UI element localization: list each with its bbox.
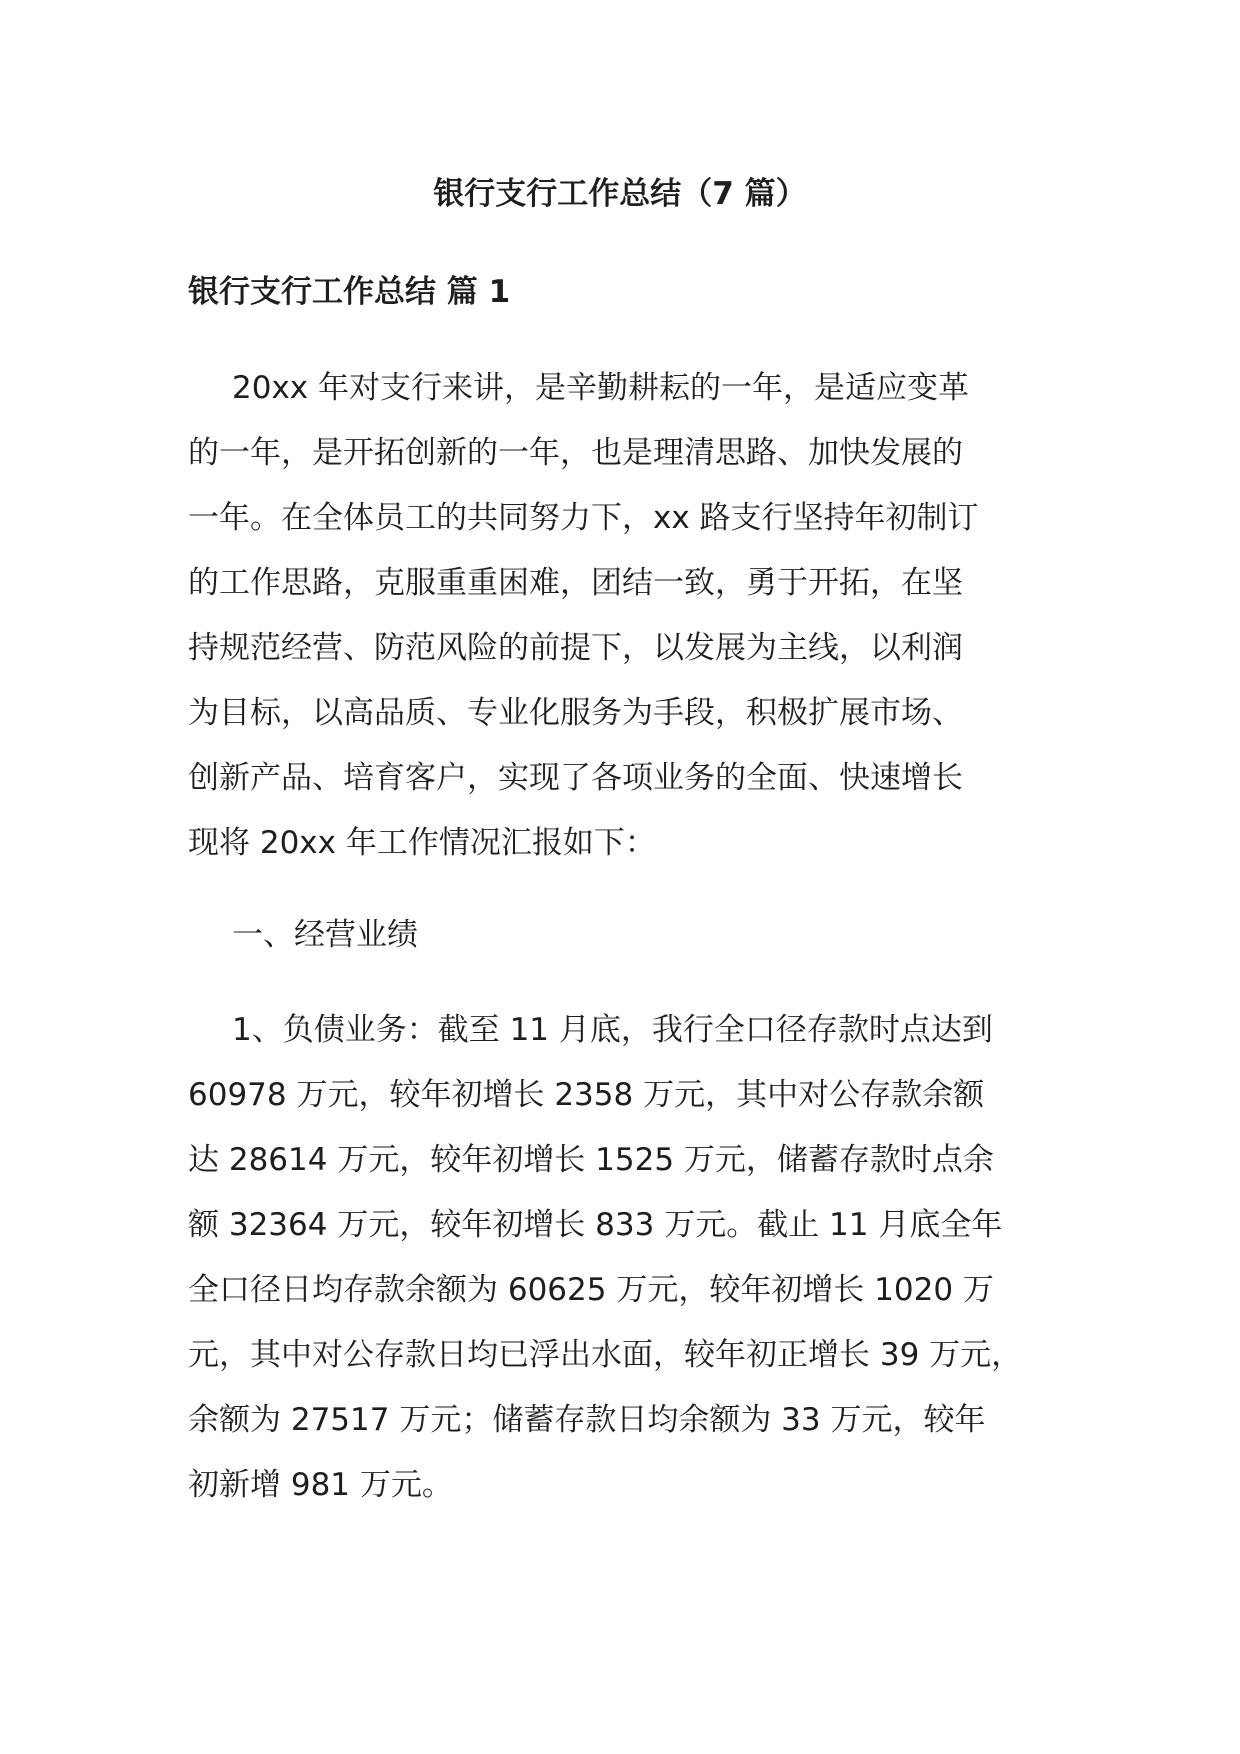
paragraph-line: 一年。在全体员工的共同努力下，xx 路支行坚持年初制订 (188, 500, 979, 536)
subsection-heading-text: 一、经营业绩 (232, 917, 418, 953)
paragraph-line: 20xx 年对支行来讲，是辛勤耕耘的一年，是适应变革 (232, 370, 969, 406)
paragraph-line: 创新产品、培育客户，实现了各项业务的全面、快速增长 (188, 760, 963, 796)
paragraph-line: 60978 万元，较年初增长 2358 万元，其中对公存款余额 (188, 1077, 985, 1113)
paragraph-line: 初新增 981 万元。 (188, 1467, 453, 1503)
paragraph-line: 持规范经营、防范风险的前提下，以发展为主线，以利润 (188, 630, 963, 666)
paragraph-line: 的工作思路，克服重重困难，团结一致，勇于开拓，在坚 (188, 565, 963, 601)
paragraph-line: 现将 20xx 年工作情况汇报如下： (188, 825, 656, 861)
paragraph-liability-business (188, 998, 1068, 1518)
paragraph-intro (188, 356, 1068, 876)
section-heading: 银行支行工作总结 篇 1 (188, 274, 511, 310)
paragraph-line: 为目标，以高品质、专业化服务为手段，积极扩展市场、 (188, 695, 963, 731)
paragraph-line: 元，其中对公存款日均已浮出水面，较年初正增长 39 万元， (188, 1337, 1023, 1373)
paragraph-line: 的一年，是开拓创新的一年，也是理清思路、加快发展的 (188, 435, 963, 471)
document-title: 银行支行工作总结（7 篇） (433, 176, 807, 212)
paragraph-line: 全口径日均存款余额为 60625 万元，较年初增长 1020 万 (188, 1272, 994, 1308)
paragraph-line: 余额为 27517 万元；储蓄存款日均余额为 33 万元，较年 (188, 1402, 986, 1438)
paragraph-line: 达 28614 万元，较年初增长 1525 万元，储蓄存款时点余 (188, 1142, 994, 1178)
subsection-heading (188, 903, 1068, 968)
paragraph-line: 1、负债业务：截至 11 月底，我行全口径存款时点达到 (232, 1012, 993, 1048)
paragraph-line: 额 32364 万元，较年初增长 833 万元。截止 11 月底全年 (188, 1207, 1003, 1243)
